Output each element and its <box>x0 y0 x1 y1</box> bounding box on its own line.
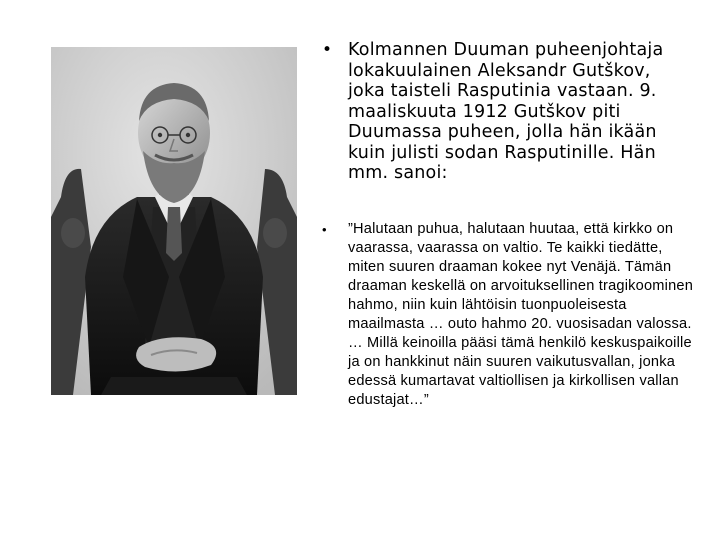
bullet-item <box>305 220 705 411</box>
bullet-text: ”Halutaan puhua, halutaan huutaa, että kirkko on vaarassa, vaarassa on valtio. Te kaikki tiedätte, miten suuren draaman kokee nyt Venäjä. Tämän draaman keskellä on arvoituksellinen tragikoominen hahmo, niin kuin lähtöisin tuonpuoleisesta maailmasta … outo hahmo 20. vuosisadan valossa. … Millä keinoilla pääsi tämä henkilö keskuspaikoille ja on hankkinut näin suuren vaikutusvallan, jonka edessä kumartavat valtiollisen ja kirkollisen vallan edustajat…” <box>348 220 694 409</box>
portrait-illustration <box>51 47 297 395</box>
portrait-photo <box>51 47 297 395</box>
bullet-list <box>305 40 705 410</box>
bullet-text: Kolmannen Duuman puheenjohtaja lokakuulainen Aleksandr Gutškov, joka taisteli Rasputinia vastaan. 9. maaliskuuta 1912 Gutškov piti Duumassa puheen, jolla hän ikään kuin julisti sodan Rasputinille. Hän mm. sanoi: <box>348 40 664 183</box>
bullet-marker: • <box>322 40 333 60</box>
bullet-marker: • <box>322 221 327 237</box>
bullet-item <box>305 40 705 184</box>
